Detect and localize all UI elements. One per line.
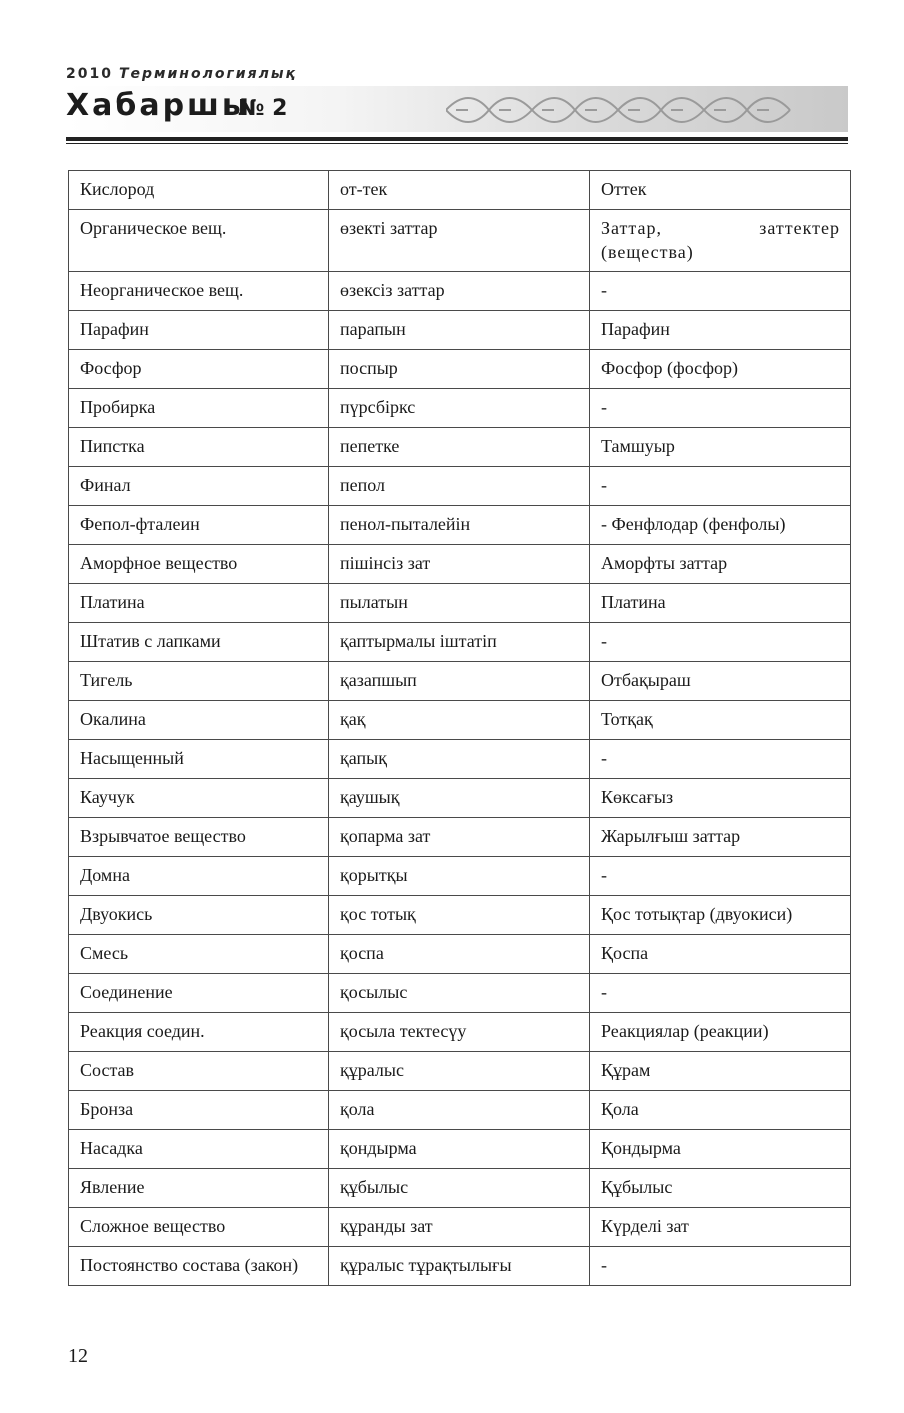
table-row	[69, 1013, 851, 1052]
russian-term-cell: Кислород	[69, 171, 329, 210]
table-row	[69, 623, 851, 662]
table-row	[69, 389, 851, 428]
table-row	[69, 857, 851, 896]
russian-term-cell: Сложное вещество	[69, 1208, 329, 1247]
russian-term-cell: Платина	[69, 584, 329, 623]
russian-term-cell: Смесь	[69, 935, 329, 974]
kazakh-old-term-cell: қапық	[329, 740, 590, 779]
kazakh-new-term-cell: Құбылыс	[590, 1169, 851, 1208]
russian-term-cell: Бронза	[69, 1091, 329, 1130]
table-row	[69, 896, 851, 935]
kazakh-new-term-cell: Жарылғыш заттар	[590, 818, 851, 857]
kazakh-old-term-cell: қоспа	[329, 935, 590, 974]
kazakh-old-term-cell: пүрсбіркс	[329, 389, 590, 428]
russian-term-cell: Финал	[69, 467, 329, 506]
kazakh-old-term-cell: пішінсіз зат	[329, 545, 590, 584]
russian-term-cell: Реакция соедин.	[69, 1013, 329, 1052]
russian-term-cell: Аморфное вещество	[69, 545, 329, 584]
table-row	[69, 779, 851, 818]
table-row	[69, 467, 851, 506]
russian-term-cell: Взрывчатое вещество	[69, 818, 329, 857]
kazakh-old-term-cell: құралыс тұрақтылығы	[329, 1247, 590, 1286]
russian-term-cell: Пробирка	[69, 389, 329, 428]
kazakh-new-term-cell: Реакциялар (реакции)	[590, 1013, 851, 1052]
ornament-border-icon	[446, 92, 792, 128]
russian-term-cell: Каучук	[69, 779, 329, 818]
kazakh-new-term-cell: Қондырма	[590, 1130, 851, 1169]
header-subtitle	[66, 66, 297, 82]
kazakh-new-term-cell: Оттек	[590, 171, 851, 210]
table-row	[69, 1208, 851, 1247]
table-row	[69, 350, 851, 389]
kazakh-old-term-cell: қос тотық	[329, 896, 590, 935]
table-row	[69, 1052, 851, 1091]
table-row	[69, 1130, 851, 1169]
russian-term-cell: Штатив с лапками	[69, 623, 329, 662]
kazakh-old-term-cell: құбылыс	[329, 1169, 590, 1208]
table-row	[69, 584, 851, 623]
russian-term-cell: Органическое вещ.	[69, 210, 329, 272]
table-row	[69, 662, 851, 701]
kazakh-new-term-cell: -	[590, 467, 851, 506]
kazakh-old-term-cell: пенол-пыталейін	[329, 506, 590, 545]
kazakh-old-term-cell: өзексіз заттар	[329, 272, 590, 311]
russian-term-cell: Домна	[69, 857, 329, 896]
table-row	[69, 311, 851, 350]
table-row	[69, 272, 851, 311]
russian-term-cell: Неорганическое вещ.	[69, 272, 329, 311]
kazakh-new-term-cell: Заттар, заттектер (вещества)	[590, 210, 851, 272]
kazakh-old-term-cell: от-тек	[329, 171, 590, 210]
kazakh-new-term-cell: Парафин	[590, 311, 851, 350]
header-series: Терминологиялық	[118, 66, 297, 82]
table-row	[69, 1247, 851, 1286]
kazakh-new-term-cell: Платина	[590, 584, 851, 623]
russian-term-cell: Тигель	[69, 662, 329, 701]
russian-term-cell: Фепол-фталеин	[69, 506, 329, 545]
header-year: 2010	[66, 66, 113, 82]
kazakh-new-term-cell: Қоспа	[590, 935, 851, 974]
russian-term-cell: Пипстка	[69, 428, 329, 467]
header-rule-thin	[66, 143, 848, 144]
table-row	[69, 818, 851, 857]
russian-term-cell: Явление	[69, 1169, 329, 1208]
table-row	[69, 740, 851, 779]
table-row	[69, 171, 851, 210]
kazakh-old-term-cell: пепетке	[329, 428, 590, 467]
page-number: 12	[68, 1345, 88, 1367]
russian-term-cell: Окалина	[69, 701, 329, 740]
kazakh-new-term-cell: Аморфты заттар	[590, 545, 851, 584]
table-row	[69, 974, 851, 1013]
russian-term-cell: Фосфор	[69, 350, 329, 389]
kazakh-old-term-cell: қопарма зат	[329, 818, 590, 857]
kazakh-new-term-cell: Қола	[590, 1091, 851, 1130]
kazakh-new-term-cell: Тотқақ	[590, 701, 851, 740]
header-rule-thick	[66, 137, 848, 141]
header-title: Хабаршы	[66, 88, 253, 123]
kazakh-old-term-cell: қондырма	[329, 1130, 590, 1169]
kazakh-old-term-cell: пепол	[329, 467, 590, 506]
kazakh-new-term-cell: Көксағыз	[590, 779, 851, 818]
terminology-table-body	[69, 171, 851, 1286]
kazakh-old-term-cell: қаушық	[329, 779, 590, 818]
table-row	[69, 506, 851, 545]
russian-term-cell: Соединение	[69, 974, 329, 1013]
kazakh-new-term-cell: Тамшуыр	[590, 428, 851, 467]
kazakh-old-term-cell: поспыр	[329, 350, 590, 389]
kazakh-new-term-cell: Құрам	[590, 1052, 851, 1091]
kazakh-old-term-cell: құранды зат	[329, 1208, 590, 1247]
kazakh-old-term-cell: өзекті заттар	[329, 210, 590, 272]
table-row	[69, 1091, 851, 1130]
table-row	[69, 210, 851, 272]
kazakh-new-term-cell: -	[590, 974, 851, 1013]
russian-term-cell: Постоянство состава (закон)	[69, 1247, 329, 1286]
kazakh-old-term-cell: қазапшып	[329, 662, 590, 701]
kazakh-old-term-cell: қола	[329, 1091, 590, 1130]
kazakh-old-term-cell: қосылыс	[329, 974, 590, 1013]
kazakh-old-term-cell: құралыс	[329, 1052, 590, 1091]
kazakh-new-term-cell: -	[590, 1247, 851, 1286]
kazakh-old-term-cell: қосыла тектесүу	[329, 1013, 590, 1052]
table-row	[69, 701, 851, 740]
kazakh-old-term-cell: пылатын	[329, 584, 590, 623]
kazakh-old-term-cell: парапын	[329, 311, 590, 350]
kazakh-new-term-cell: Қос тотықтар (двуокиси)	[590, 896, 851, 935]
russian-term-cell: Парафин	[69, 311, 329, 350]
kazakh-new-term-cell: -	[590, 740, 851, 779]
kazakh-old-term-cell: қақ	[329, 701, 590, 740]
kazakh-new-term-cell: -	[590, 272, 851, 311]
kazakh-new-term-cell: -	[590, 857, 851, 896]
header-issue: № 2	[238, 96, 288, 121]
table-row	[69, 935, 851, 974]
table-row	[69, 428, 851, 467]
kazakh-new-term-cell: Фосфор (фосфор)	[590, 350, 851, 389]
kazakh-new-term-cell: -	[590, 623, 851, 662]
table-row	[69, 1169, 851, 1208]
journal-header	[0, 0, 904, 150]
russian-term-cell: Насадка	[69, 1130, 329, 1169]
kazakh-new-term-cell: Күрделі зат	[590, 1208, 851, 1247]
kazakh-new-term-cell: - Фенфлодар (фенфолы)	[590, 506, 851, 545]
russian-term-cell: Состав	[69, 1052, 329, 1091]
kazakh-new-term-cell: Отбақыраш	[590, 662, 851, 701]
kazakh-old-term-cell: қаптырмалы іштатіп	[329, 623, 590, 662]
kazakh-new-term-cell: -	[590, 389, 851, 428]
kazakh-old-term-cell: қорытқы	[329, 857, 590, 896]
russian-term-cell: Насыщенный	[69, 740, 329, 779]
table-row	[69, 545, 851, 584]
russian-term-cell: Двуокись	[69, 896, 329, 935]
terminology-table	[68, 170, 851, 1286]
